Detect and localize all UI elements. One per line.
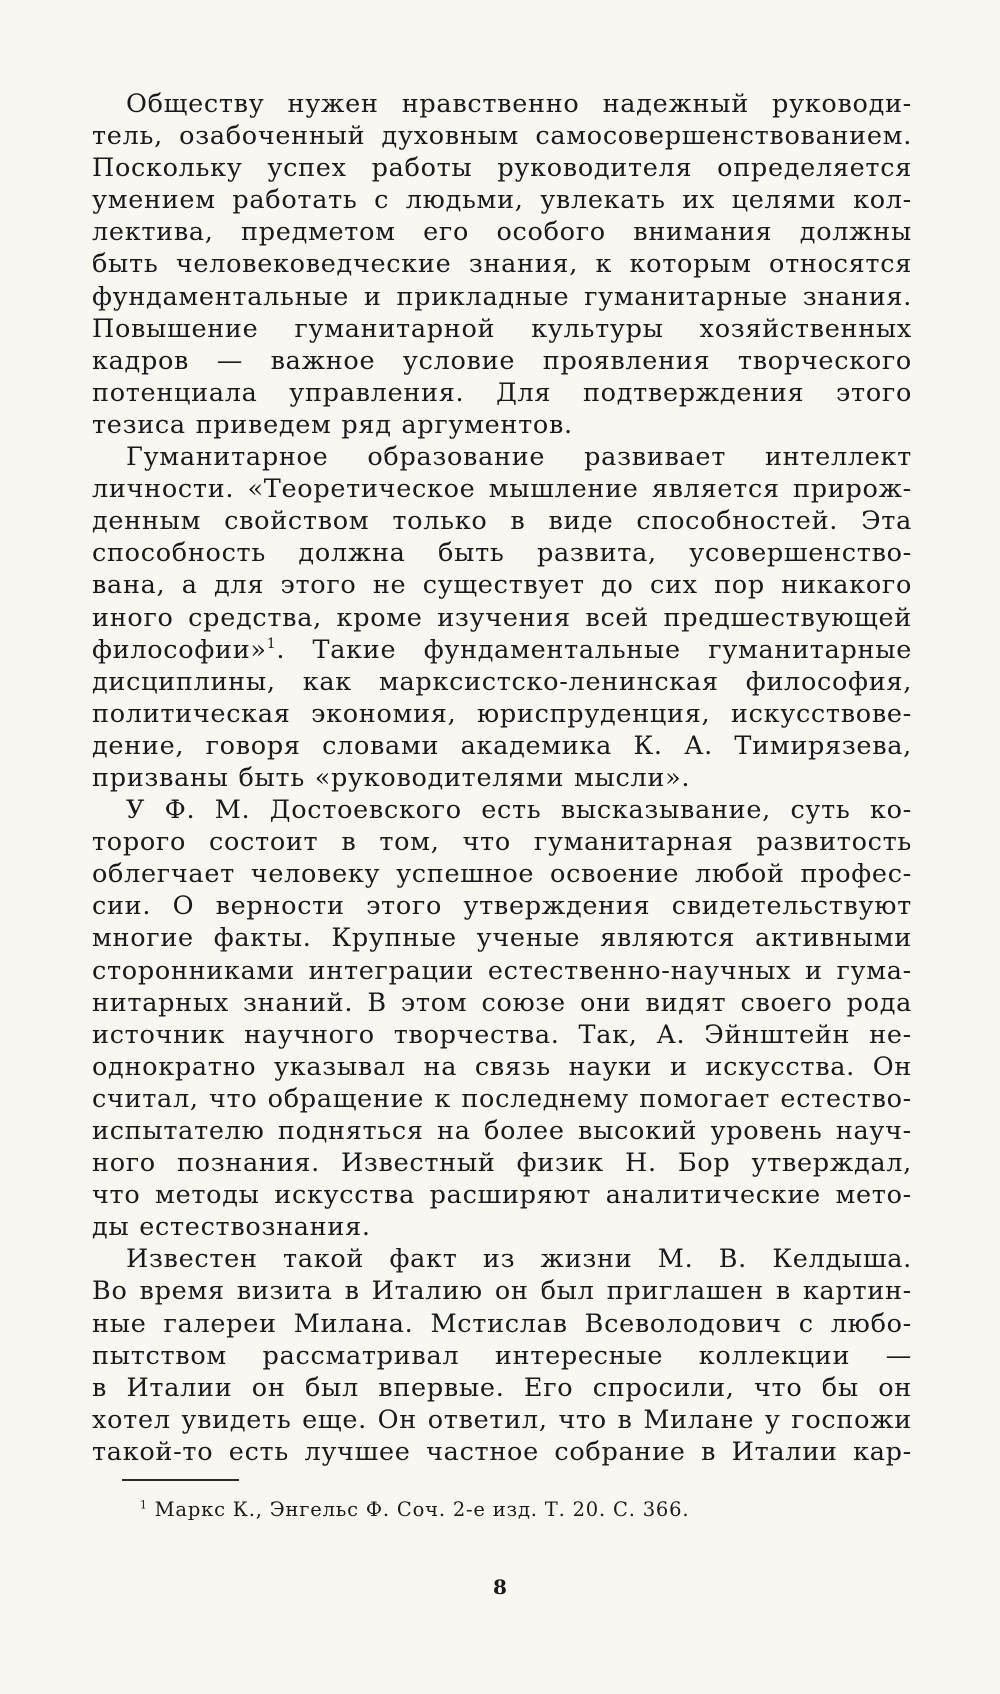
text-line: нитарных знаний. В этом союзе они видят своего рода — [92, 987, 912, 1018]
text-line: кадров — важное условие проявления творческого — [92, 345, 912, 376]
text-line: денным свойством только в виде способностей. Эта — [92, 506, 912, 537]
paragraph — [92, 1243, 912, 1468]
text-fragment: философии» — [92, 634, 267, 665]
text-line: облегчает человеку успешное освоение любой профес- — [92, 859, 912, 890]
text-line: потенциала управления. Для подтверждения этого — [92, 377, 912, 408]
body-text — [92, 88, 912, 1468]
text-line: Известен такой факт из жизни М. В. Келдыша. — [126, 1244, 912, 1275]
text-line: способность должна быть развита, усовершенство- — [92, 538, 912, 569]
text-line: Повышение гуманитарной культуры хозяйственных — [92, 313, 912, 344]
text-line: лектива, предметом его особого внимания должны — [92, 217, 912, 248]
text-line: торого состоит в том, что гуманитарная развитость — [92, 827, 912, 858]
text-line: ного познания. Известный физик Н. Бор утверждал, — [92, 1148, 912, 1179]
footnote-divider — [122, 1479, 239, 1481]
text-line: дисциплины, как марксистско-ленинская философия, — [92, 666, 912, 697]
text-line: умением работать с людьми, увлекать их целями кол- — [92, 185, 912, 216]
paragraph — [92, 794, 912, 1243]
text-line: однократно указывал на связь науки и искусства. Он — [92, 1051, 912, 1082]
text-line: в Италии он был впервые. Его спросили, что бы он — [92, 1372, 912, 1403]
text-line: хотел увидеть еще. Он ответил, что в Милане у госпожи — [92, 1404, 912, 1435]
text-line: источник научного творчества. Так, А. Эйнштейн не- — [92, 1019, 912, 1050]
text-line: личности. «Теоретическое мышление является прирож- — [92, 474, 912, 505]
text-line: быть человековедческие знания, к которым относятся — [92, 249, 912, 280]
text-line: тель, озабоченный духовным самосовершенствованием. — [92, 121, 912, 152]
text-line: вана, а для этого не существует до сих пор никакого — [92, 570, 912, 601]
text-line: такой-то есть лучшее частное собрание в Италии кар- — [92, 1436, 912, 1467]
text-line: испытателю подняться на более высокий уровень науч- — [92, 1116, 912, 1146]
text-line: ды естествознания. — [92, 1212, 371, 1243]
text-line: Во время визита в Италию он был приглашен в картин- — [92, 1276, 912, 1307]
text-line: Обществу нужен нравственно надежный руководи- — [126, 89, 912, 119]
text-line: тезиса приведем ряд аргументов. — [92, 409, 573, 440]
text-line: дение, говоря словами академика К. А. Тимирязева, — [92, 730, 912, 761]
text-line: Поскольку успех работы руководителя определяется — [92, 153, 912, 184]
text-line: считал, что обращение к последнему помогает естество- — [92, 1083, 912, 1114]
text-line: многие факты. Крупные ученые являются активными — [92, 923, 912, 954]
text-line: сии. О верности этого утверждения свидетельствуют — [92, 891, 912, 922]
paragraph — [92, 88, 912, 441]
text-line: пытством рассматривал интересные коллекции — — [92, 1340, 912, 1371]
text-line: Гуманитарное образование развивает интеллект — [126, 442, 912, 473]
paragraph — [92, 441, 912, 794]
text-line: У Ф. М. Достоевского есть высказывание, суть ко- — [126, 795, 912, 826]
footnote-reference[interactable]: 1 — [266, 635, 277, 652]
text-line-with-footnote — [92, 634, 912, 666]
text-fragment: . Такие фундаментальные гуманитарные — [276, 634, 912, 665]
footnote — [140, 1497, 900, 1523]
text-line: призваны быть «руководителями мысли». — [92, 762, 691, 793]
page-number: 8 — [493, 1575, 507, 1599]
text-line: фундаментальные и прикладные гуманитарные знания. — [92, 281, 912, 312]
text-line: иного средства, кроме изучения всей предшествующей — [92, 602, 912, 633]
footnote-text: Маркс К., Энгельс Ф. Соч. 2-е изд. Т. 20. С. 366. — [154, 1498, 690, 1521]
text-line: политическая экономия, юриспруденция, искусствове- — [92, 698, 912, 729]
footnote-marker: 1 — [140, 1498, 148, 1512]
text-line: что методы искусства расширяют аналитические мето- — [92, 1180, 912, 1211]
text-line: сторонниками интеграции естественно-научных и гума- — [92, 955, 912, 986]
text-line: ные галереи Милана. Мстислав Всеволодович с любо- — [92, 1308, 912, 1339]
